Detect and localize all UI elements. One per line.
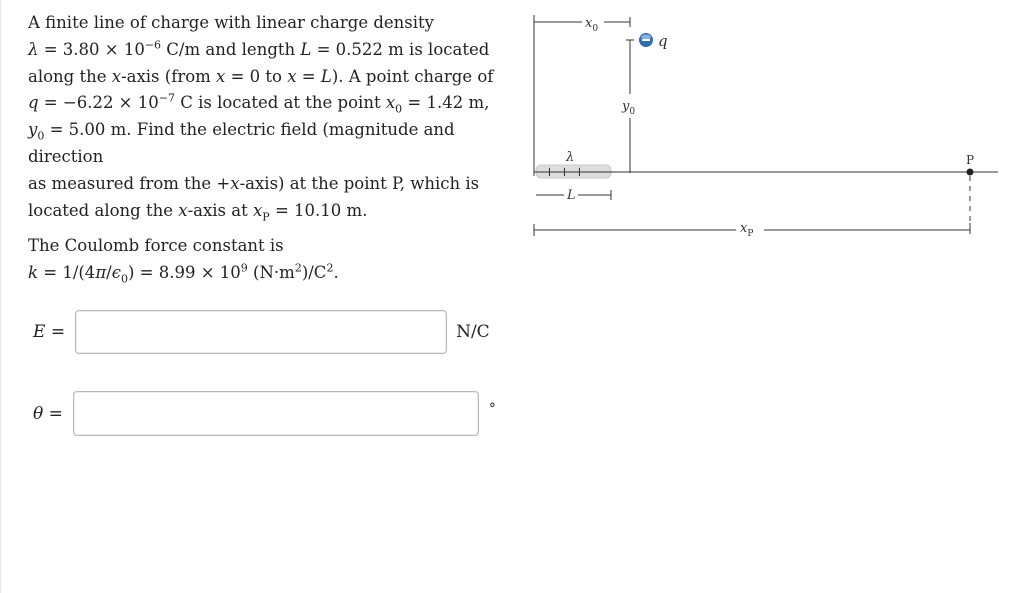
problem-line-5: $y_0 = 5.00$ m. Find the electric field (magnitude and direction [28,120,455,166]
coulomb-line-1: The Coulomb force constant is [28,236,284,256]
problem-line-3: along the x-axis (from x = 0 to x = L). A point charge of [28,66,494,86]
l-label: L [567,188,576,203]
problem-line-6: as measured from the +x-axis) at the point P, which is [28,173,480,193]
theta-direction-input[interactable] [73,391,479,436]
degree-unit: ° [488,400,496,417]
charge-highlight [641,35,651,40]
problem-line-2: $\lambda = 3.80 \times 10^{-6}$ C/m and length L = 0.522 m is located [28,38,490,59]
left-border [0,0,1,593]
theta-answer-row [33,391,496,436]
q-label: q [658,32,668,50]
problem-line-1: A finite line of charge with linear charge density [28,13,434,32]
rod-plus-signs: + + + [544,165,585,180]
point-p [967,169,974,176]
problem-line-7: located along the x-axis at $x_P = 10.10$ m. [28,200,368,223]
e-unit: N/C [456,322,490,342]
x0-label: $x_0$ [585,16,599,34]
lambda-label: λ [566,150,575,165]
e-magnitude-input[interactable] [75,310,447,354]
e-label: E = [33,322,66,342]
problem-statement [28,10,508,287]
charge-diagram [520,0,1010,240]
xp-label: $x_P$ [740,221,754,239]
p-label: P [966,153,975,167]
problem-line-4: $q = -6.22 \times 10^{-7}$ C is located at the point $x_0 = 1.42$ m, [28,91,490,116]
y0-label: $y_0$ [622,99,636,117]
coulomb-line-2: $k = 1/(4\pi/\epsilon_0) = 8.99 \times 10^9$ $(N\cdot m^2)/C^2$. [28,261,339,286]
theta-label: θ = [33,403,63,424]
e-answer-row [33,310,490,354]
